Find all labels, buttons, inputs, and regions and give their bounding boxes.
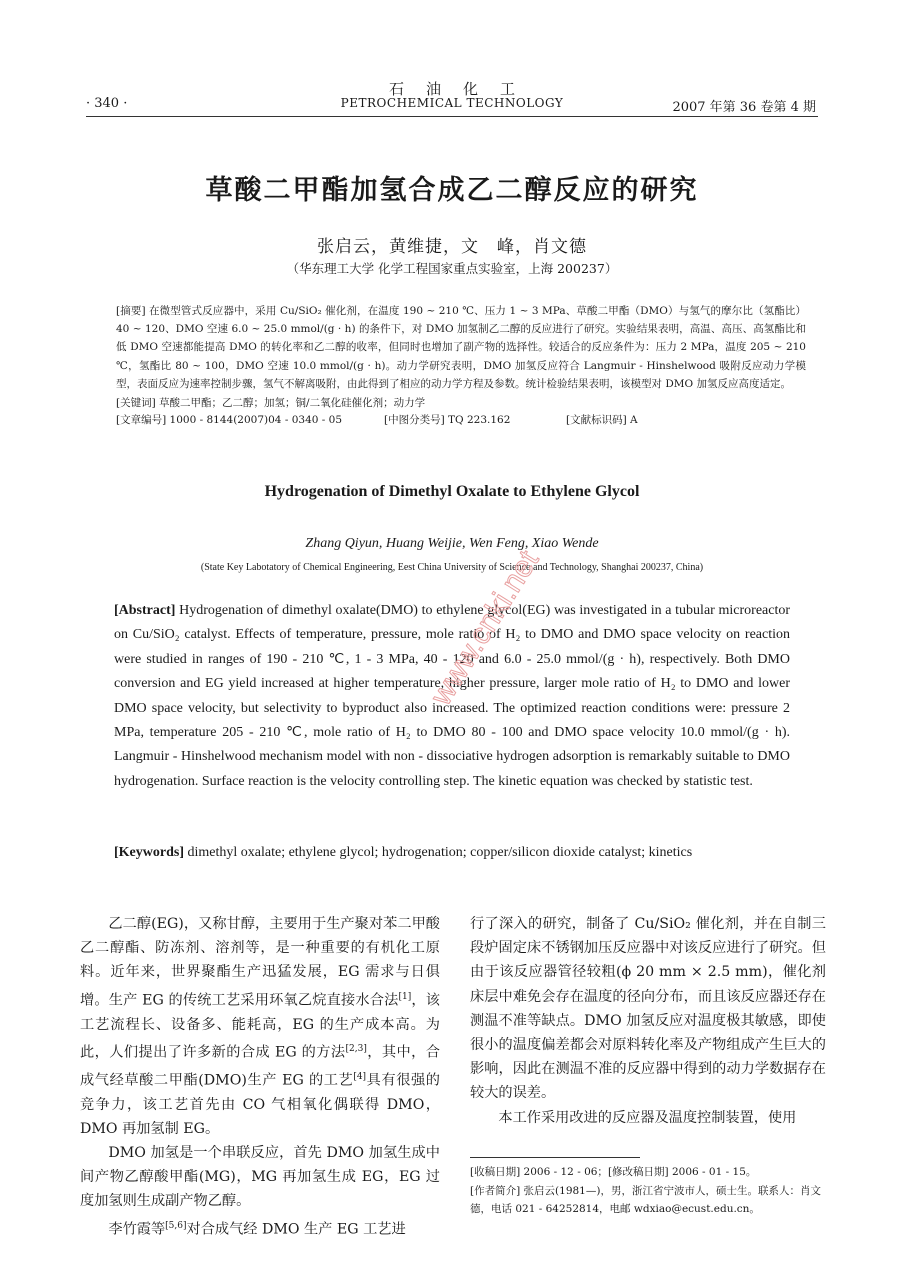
page-number: · 340 · xyxy=(86,96,128,111)
article-title-en: Hydrogenation of Dimethyl Oxalate to Ethylene Glycol xyxy=(264,483,640,500)
journal-title-cn: 石油化工 xyxy=(388,80,537,98)
class-number: [中图分类号] TQ 223.162 xyxy=(384,414,511,426)
body-paragraph: 本工作采用改进的反应器及温度控制装置，使用 xyxy=(498,1109,797,1126)
issue-info: 2007 年第 36 卷第 4 期 xyxy=(672,100,816,115)
citation[interactable]: [2,3] xyxy=(345,1043,367,1054)
keywords-en xyxy=(114,841,790,865)
footnote-author: [作者简介] 张启云(1981—)，男，浙江省宁波市人，硕士生。联系人：肖文德，电话 021 - 64252814，电邮 wdxiao@ecust.edu.cn。 xyxy=(470,1184,821,1215)
citation[interactable]: [1] xyxy=(398,991,412,1002)
keywords-cn-label: [关键词] xyxy=(116,397,156,409)
footnotes xyxy=(470,1163,826,1219)
body-paragraph: DMO 加氢是一个串联反应，首先 DMO 加氢生成中间产物乙醇酸甲酯(MG)，MG 再加氢生成 EG，EG 过度加氢则生成副产物乙醇。 xyxy=(80,1145,440,1210)
keywords-cn xyxy=(116,394,806,412)
watermark-text: www.cnki.net xyxy=(424,544,546,711)
article-number: [文章编号] 1000 - 8144(2007)04 - 0340 - 05 xyxy=(116,414,343,426)
affiliation-en: (State Key Labotatory of Chemical Engineering, Eest China University of Science and Technology, Shanghai 200237, China) xyxy=(200,562,704,573)
abstract-en-label: [Abstract] xyxy=(114,603,176,618)
article-title-cn: 草酸二甲酯加氢合成乙二醇反应的研究 xyxy=(205,175,699,206)
affiliation-cn: （华东理工大学 化学工程国家重点实验室，上海 200237） xyxy=(286,261,618,276)
abstract-en-text: Hydrogenation of dimethyl oxalate(DMO) to ethylene glycol(EG) was investigated in a tubular microreactor on Cu/SiO₂ catalyst. Effects of temperature, pressure, mole ratio of H₂ to DMO and DMO space velocity on reaction were studied in ranges of 190 - 210 ℃, 1 - 3 MPa, 40 - 120 and 6.0 - 25.0 mmol/(g · h), respectively. Both DMO conversion and EG yield increased at higher temperature, higher pressure, larger mole ratio of H₂ to DMO and lower DMO space velocity, but selectivity to byproduct also increased. The optimized reaction conditions were: pressure 2 MPa, temperature 205 - 210 ℃, mole ratio of H₂ to DMO 80 - 100 and DMO space velocity 10.0 mmol/(g · h). Langmuir - Hinshelwood mechanism model with non - dissociative hydrogen adsorption is remarkably suitable to DMO hydrogenation. Surface reaction is the velocity controlling step. The kinetic equation was checked by statistic test. xyxy=(114,603,791,789)
abstract-cn xyxy=(116,302,806,393)
footnote-dates: [收稿日期] 2006 - 12 - 06；[修改稿日期] 2006 - 01 - 15。 xyxy=(470,1166,757,1178)
citation[interactable]: [5,6] xyxy=(165,1220,187,1231)
body-paragraph: 李竹霞等[5,6]对合成气经 DMO 生产 EG 工艺进 xyxy=(108,1220,406,1238)
body-right-column xyxy=(470,912,826,1130)
body-left-column xyxy=(80,912,440,1242)
journal-title-en: PETROCHEMICAL TECHNOLOGY xyxy=(340,96,564,110)
citation[interactable]: [4] xyxy=(353,1071,367,1082)
body-paragraph: 乙二醇(EG)，又称甘醇，主要用于生产聚对苯二甲酸乙二醇酯、防冻剂、溶剂等，是一种重要的有机化工原料。近年来，世界聚酯生产迅猛发展，EG 需求与日俱增。生产 EG 的传统工艺采用环氧乙烷直接水合法[1]，该工艺流程长、设备多、能耗高，EG 的生产成本高。为此，人们提出了许多新的合成 EG 的方法[2,3]，其中，合成气经草酸二甲酯(DMO)生产 EG 的工艺[4]具有很强的竞争力，该工艺首先由 CO 气相氧化偶联得 DMO，DMO 再加氢制 EG。 xyxy=(80,916,440,1137)
keywords-en-label: [Keywords] xyxy=(114,845,184,860)
body-paragraph: 行了深入的研究，制备了 Cu/SiO₂ 催化剂，并在自制三段炉固定床不锈钢加压反应器中对该反应进行了研究。但由于该反应器管径较粗(ϕ 20 mm × 2.5 mm)，催化剂床层中难免会存在温度的径向分布，而且该反应器还存在测温不准等缺点。DMO 加氢反应对温度极其敏感，即使很小的温度偏差都会对原料转化率及产物组成产生巨大的影响，因此在测温不准的反应器中得到的动力学数据存在较大的误差。 xyxy=(470,916,826,1102)
authors-en: Zhang Qiyun, Huang Weijie, Wen Feng, Xiao Wende xyxy=(305,536,599,551)
classification-line xyxy=(116,412,806,427)
header-rule xyxy=(86,116,818,117)
keywords-en-text: dimethyl oxalate; ethylene glycol; hydrogenation; copper/silicon dioxide catalyst; kinetics xyxy=(187,845,693,860)
abstract-en xyxy=(114,599,790,794)
document-code: [文献标识码] A xyxy=(566,414,638,426)
abstract-cn-text: 在微型管式反应器中，采用 Cu/SiO₂ 催化剂，在温度 190 ~ 210 ℃、压力 1 ~ 3 MPa、草酸二甲酯（DMO）与氢气的摩尔比（氢酯比）40 ~ 120、DMO 空速 6.0 ~ 25.0 mmol/(g · h) 的条件下，对 DMO 加氢制乙二醇的反应进行了研究。实验结果表明，高温、高压、高氢酯比和低 DMO 空速都能提高 DMO 的转化率和乙二醇的收率，但同时也增加了副产物的选择性。较适合的反应条件为：压力 2 MPa，温度 205 ~ 210 ℃，氢酯比 80 ~ 100，DMO 空速 10.0 mmol/(g · h)。动力学研究表明，DMO 加氢反应符合 Langmuir - Hinshelwood 吸附反应动力学模型，表面反应为速率控制步骤，氢气不解离吸附，由此得到了相应的动力学方程及参数。统计检验结果表明，该模型对 DMO 加氢反应高度适定。 xyxy=(116,305,806,390)
keywords-cn-text: 草酸二甲酯；乙二醇；加氢；铜/二氧化硅催化剂；动力学 xyxy=(159,397,426,409)
footnote-rule xyxy=(470,1157,640,1158)
abstract-cn-label: [摘要] xyxy=(116,305,146,317)
authors-cn: 张启云，黄维捷，文 峰，肖文德 xyxy=(317,237,587,257)
